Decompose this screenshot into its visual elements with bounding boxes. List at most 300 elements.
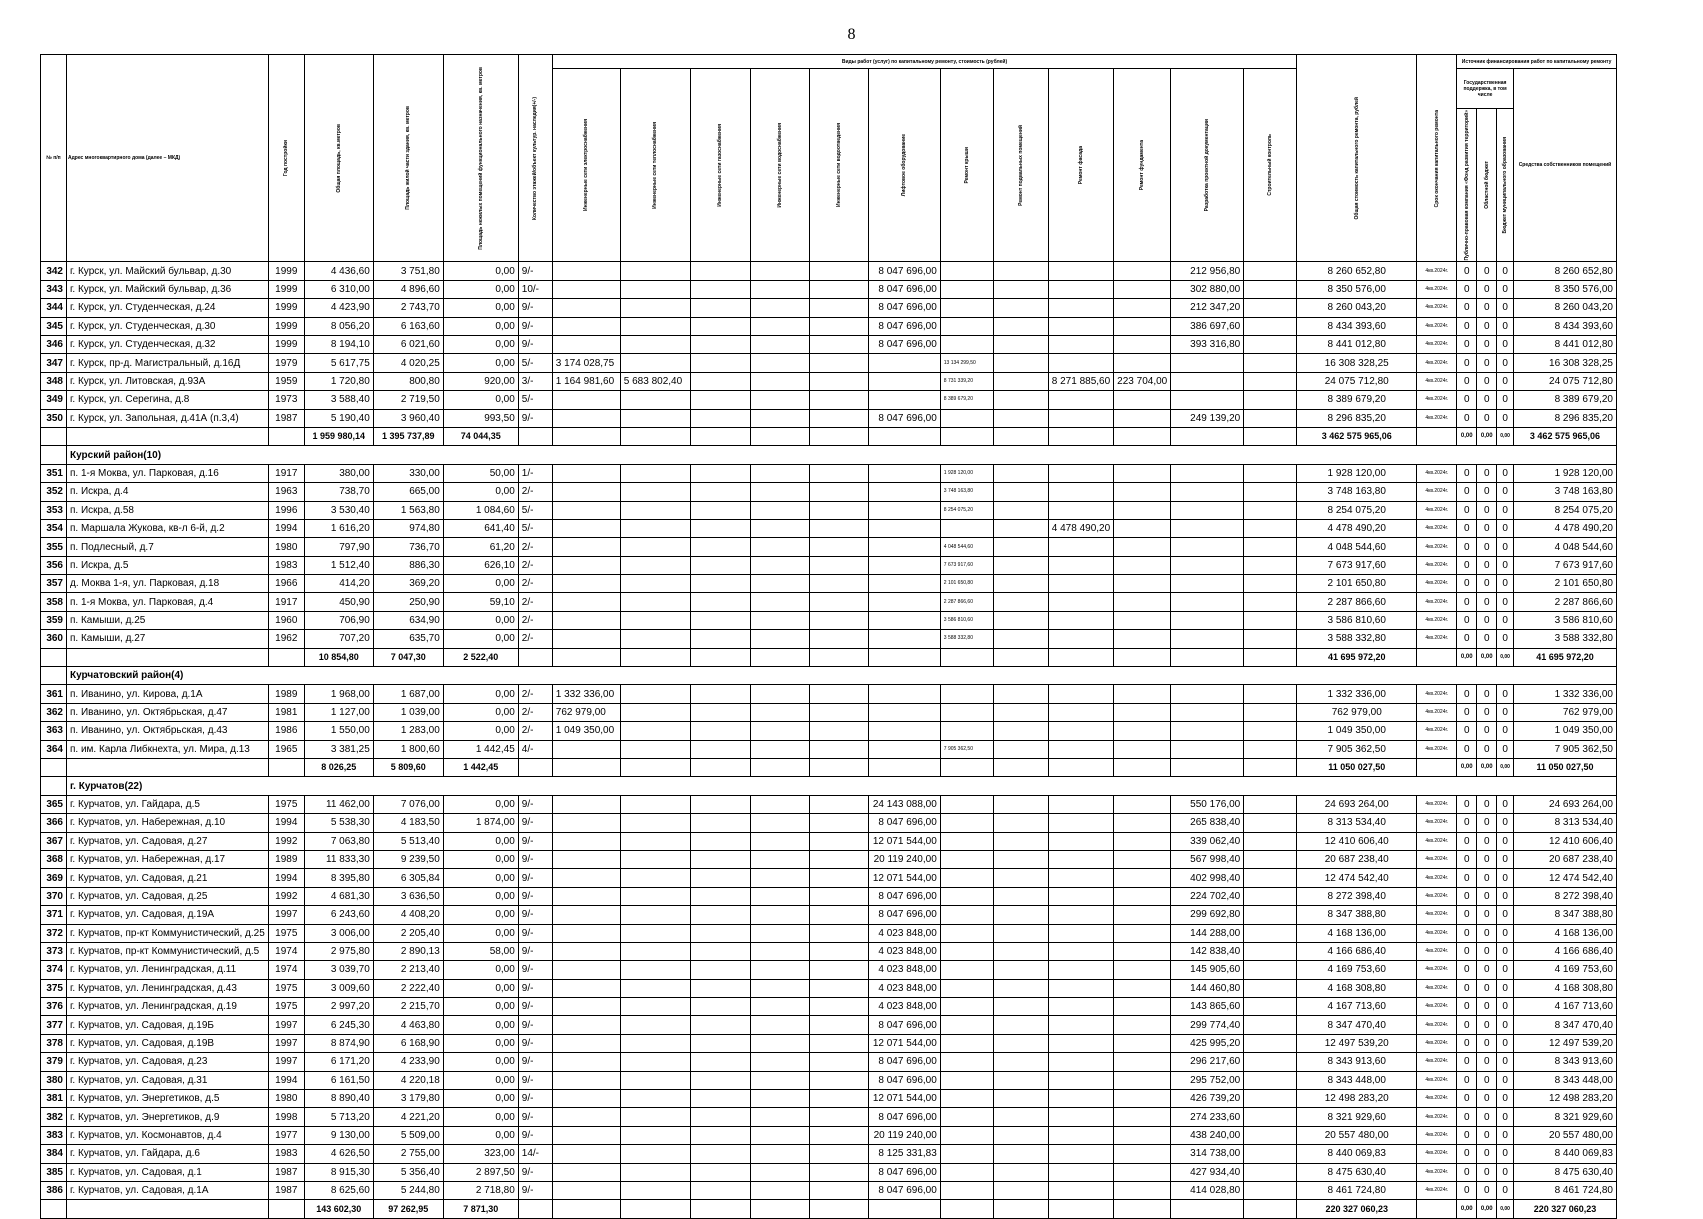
water-cost [750, 464, 809, 482]
subtotal-municipal: 0,00 [1497, 427, 1514, 445]
fund-value: 0 [1457, 1090, 1477, 1108]
lift-cost: 8 047 696,00 [868, 1071, 940, 1089]
empty-cell [1114, 759, 1171, 777]
design-cost [1171, 519, 1244, 537]
elec-cost [552, 483, 620, 501]
sewer-cost [809, 703, 868, 721]
table-row [41, 391, 1617, 409]
owners-value: 20 687 238,40 [1513, 850, 1616, 868]
fund-value: 0 [1457, 538, 1477, 556]
regional-value: 0 [1477, 998, 1497, 1016]
living-area: 1 687,00 [373, 685, 443, 703]
living-area: 1 283,00 [373, 722, 443, 740]
water-cost [750, 942, 809, 960]
address: п. 1-я Моква, ул. Парковая, д.16 [67, 464, 269, 482]
total-area: 2 997,20 [304, 998, 373, 1016]
col-gas-header: Инженерные сети газоснабжения [717, 123, 724, 207]
owners-value: 8 389 679,20 [1513, 391, 1616, 409]
heat-cost [620, 942, 690, 960]
nonres-area: 0,00 [443, 1108, 518, 1126]
empty-cell [750, 648, 809, 666]
control-cost [1244, 924, 1297, 942]
year: 1994 [268, 519, 304, 537]
empty-cell [690, 648, 750, 666]
gas-cost [690, 336, 750, 354]
subtotal-living-area: 1 395 737,89 [373, 427, 443, 445]
address: г. Курчатов, ул. Садовая, д.23 [67, 1053, 269, 1071]
living-area: 800,80 [373, 372, 443, 390]
lift-cost: 20 119 240,00 [868, 1126, 940, 1144]
sewer-cost [809, 630, 868, 648]
basement-cost [993, 391, 1048, 409]
total-area: 797,90 [304, 538, 373, 556]
nonres-area: 641,40 [443, 519, 518, 537]
basement-cost [993, 740, 1048, 758]
living-area: 2 222,40 [373, 979, 443, 997]
sewer-cost [809, 519, 868, 537]
address: г. Курчатов, ул. Садовая, д.27 [67, 832, 269, 850]
empty-cell [940, 427, 993, 445]
water-cost [750, 814, 809, 832]
row-number: 381 [41, 1090, 67, 1108]
control-cost [1244, 354, 1297, 372]
empty-cell [1417, 648, 1457, 666]
water-cost [750, 519, 809, 537]
table-row [41, 887, 1617, 905]
row-number: 351 [41, 464, 67, 482]
foundation-cost: 223 704,00 [1114, 372, 1171, 390]
year: 1987 [268, 1181, 304, 1199]
nonres-area: 58,00 [443, 942, 518, 960]
row-number: 353 [41, 501, 67, 519]
total-area: 707,20 [304, 630, 373, 648]
fund-value: 0 [1457, 575, 1477, 593]
year: 1983 [268, 1145, 304, 1163]
total-area: 3 530,40 [304, 501, 373, 519]
floors: 2/- [518, 630, 552, 648]
total-area: 1 968,00 [304, 685, 373, 703]
fund-value: 0 [1457, 409, 1477, 427]
elec-cost [552, 299, 620, 317]
lift-cost [868, 722, 940, 740]
fund-value: 0 [1457, 464, 1477, 482]
total-cost: 4 168 136,00 [1297, 924, 1417, 942]
municipal-value: 0 [1497, 1163, 1514, 1181]
total-cost: 12 474 542,40 [1297, 869, 1417, 887]
total-area: 5 617,75 [304, 354, 373, 372]
lift-cost: 4 023 848,00 [868, 998, 940, 1016]
gas-cost [690, 593, 750, 611]
water-cost [750, 280, 809, 298]
empty-cell [809, 759, 868, 777]
col-total-cost-header: Общая стоимость капитального ремонта, рублей [1353, 96, 1360, 220]
foundation-cost [1114, 942, 1171, 960]
total-cost: 8 343 448,00 [1297, 1071, 1417, 1089]
control-cost [1244, 1034, 1297, 1052]
year: 1986 [268, 722, 304, 740]
floors: 9/- [518, 924, 552, 942]
deadline: 4кв.2024г. [1417, 317, 1457, 335]
total-area: 8 625,60 [304, 1181, 373, 1199]
elec-cost [552, 630, 620, 648]
design-cost [1171, 722, 1244, 740]
total-area: 1 616,20 [304, 519, 373, 537]
living-area: 4 220,18 [373, 1071, 443, 1089]
floors: 9/- [518, 998, 552, 1016]
col-address-header: Адрес многоквартирного дома (далее – МКД) [67, 55, 269, 262]
lift-cost: 8 047 696,00 [868, 1053, 940, 1071]
table-row [41, 906, 1617, 924]
municipal-value: 0 [1497, 814, 1514, 832]
table-row [41, 1090, 1617, 1108]
floors: 9/- [518, 961, 552, 979]
year: 1975 [268, 924, 304, 942]
regional-value: 0 [1477, 1126, 1497, 1144]
fund-value: 0 [1457, 1071, 1477, 1089]
table-row [41, 869, 1617, 887]
nonres-area: 0,00 [443, 1090, 518, 1108]
nonres-area: 0,00 [443, 317, 518, 335]
empty-cell [1114, 1200, 1171, 1218]
row-number: 357 [41, 575, 67, 593]
heat-cost [620, 593, 690, 611]
subtotal-regional: 0,00 [1477, 1200, 1497, 1218]
deadline: 4кв.2024г. [1417, 1181, 1457, 1199]
year: 1977 [268, 1126, 304, 1144]
nonres-area: 0,00 [443, 961, 518, 979]
floors: 2/- [518, 575, 552, 593]
water-cost [750, 1163, 809, 1181]
deadline: 4кв.2024г. [1417, 299, 1457, 317]
water-cost [750, 299, 809, 317]
total-area: 1 720,80 [304, 372, 373, 390]
gas-cost [690, 1145, 750, 1163]
gov-support-header: Государственная поддержка, в том числе [1457, 69, 1514, 109]
municipal-value: 0 [1497, 519, 1514, 537]
year: 1981 [268, 703, 304, 721]
owners-value: 8 440 069,83 [1513, 1145, 1616, 1163]
municipal-value: 0 [1497, 832, 1514, 850]
col-lift-header: Лифтовое оборудование [901, 134, 908, 197]
basement-cost [993, 464, 1048, 482]
subtotal-owners: 3 462 575 965,06 [1513, 427, 1616, 445]
elec-cost [552, 262, 620, 280]
address: п. Подлесный, д.7 [67, 538, 269, 556]
subtotal-row [41, 648, 1617, 666]
basement-cost [993, 556, 1048, 574]
total-area: 380,00 [304, 464, 373, 482]
empty-cell [1417, 1200, 1457, 1218]
year: 1992 [268, 832, 304, 850]
control-cost [1244, 906, 1297, 924]
roof-cost: 8 389 679,20 [940, 391, 993, 409]
row-number: 375 [41, 979, 67, 997]
elec-cost: 762 979,00 [552, 703, 620, 721]
water-cost [750, 924, 809, 942]
sewer-cost [809, 942, 868, 960]
year: 1999 [268, 262, 304, 280]
fund-value: 0 [1457, 1053, 1477, 1071]
design-cost: 438 240,00 [1171, 1126, 1244, 1144]
water-cost [750, 961, 809, 979]
facade-cost [1048, 280, 1113, 298]
year: 1999 [268, 336, 304, 354]
municipal-value: 0 [1497, 1090, 1514, 1108]
roof-cost [940, 998, 993, 1016]
foundation-cost [1114, 354, 1171, 372]
subtotal-owners: 41 695 972,20 [1513, 648, 1616, 666]
gas-cost [690, 961, 750, 979]
fund-value: 0 [1457, 593, 1477, 611]
design-cost: 426 739,20 [1171, 1090, 1244, 1108]
address: г. Курчатов, ул. Ленинградская, д.19 [67, 998, 269, 1016]
living-area: 250,90 [373, 593, 443, 611]
municipal-value: 0 [1497, 998, 1514, 1016]
lift-cost [868, 703, 940, 721]
total-area: 5 713,20 [304, 1108, 373, 1126]
address: д. Моква 1-я, ул. Парковая, д.18 [67, 575, 269, 593]
basement-cost [993, 630, 1048, 648]
living-area: 6 168,90 [373, 1034, 443, 1052]
floors: 9/- [518, 1090, 552, 1108]
col-municipal-header: Бюджет муниципального образования [1502, 136, 1509, 234]
basement-cost [993, 299, 1048, 317]
lift-cost [868, 391, 940, 409]
table-row [41, 850, 1617, 868]
empty-cell [940, 1200, 993, 1218]
row-number: 384 [41, 1145, 67, 1163]
total-area: 6 310,00 [304, 280, 373, 298]
basement-cost [993, 354, 1048, 372]
control-cost [1244, 391, 1297, 409]
empty-cell [690, 1200, 750, 1218]
nonres-area: 1 874,00 [443, 814, 518, 832]
basement-cost [993, 942, 1048, 960]
total-cost: 8 389 679,20 [1297, 391, 1417, 409]
nonres-area: 0,00 [443, 832, 518, 850]
control-cost [1244, 280, 1297, 298]
floors: 9/- [518, 814, 552, 832]
control-cost [1244, 832, 1297, 850]
empty-cell [809, 1200, 868, 1218]
deadline: 4кв.2024г. [1417, 887, 1457, 905]
roof-cost: 7 673 917,60 [940, 556, 993, 574]
empty-cell [1171, 648, 1244, 666]
gas-cost [690, 630, 750, 648]
regional-value: 0 [1477, 1053, 1497, 1071]
foundation-cost [1114, 869, 1171, 887]
total-cost: 8 347 388,80 [1297, 906, 1417, 924]
heat-cost [620, 317, 690, 335]
owners-value: 12 474 542,40 [1513, 869, 1616, 887]
deadline: 4кв.2024г. [1417, 630, 1457, 648]
row-number: 352 [41, 483, 67, 501]
basement-cost [993, 795, 1048, 813]
water-cost [750, 317, 809, 335]
regional-value: 0 [1477, 703, 1497, 721]
nonres-area: 0,00 [443, 262, 518, 280]
living-area: 6 163,60 [373, 317, 443, 335]
table-row [41, 538, 1617, 556]
empty-cell [1244, 759, 1297, 777]
table-row [41, 1145, 1617, 1163]
control-cost [1244, 850, 1297, 868]
water-cost [750, 850, 809, 868]
nonres-area: 0,00 [443, 887, 518, 905]
sewer-cost [809, 262, 868, 280]
municipal-value: 0 [1497, 1053, 1514, 1071]
subtotal-row [41, 1200, 1617, 1218]
facade-cost [1048, 464, 1113, 482]
subtotal-fund: 0,00 [1457, 427, 1477, 445]
nonres-area: 0,00 [443, 354, 518, 372]
empty-cell [868, 1200, 940, 1218]
design-cost: 299 692,80 [1171, 906, 1244, 924]
design-cost [1171, 685, 1244, 703]
floors: 9/- [518, 1108, 552, 1126]
elec-cost [552, 464, 620, 482]
basement-cost [993, 280, 1048, 298]
facade-cost [1048, 1016, 1113, 1034]
lift-cost: 8 047 696,00 [868, 906, 940, 924]
empty-cell [518, 648, 552, 666]
owners-value: 4 169 753,60 [1513, 961, 1616, 979]
floors: 2/- [518, 593, 552, 611]
elec-cost [552, 1126, 620, 1144]
deadline: 4кв.2024г. [1417, 593, 1457, 611]
deadline: 4кв.2024г. [1417, 685, 1457, 703]
roof-cost [940, 1053, 993, 1071]
elec-cost [552, 979, 620, 997]
nonres-area: 626,10 [443, 556, 518, 574]
water-cost [750, 391, 809, 409]
empty-cell [620, 648, 690, 666]
year: 1994 [268, 1071, 304, 1089]
year: 1994 [268, 814, 304, 832]
roof-cost: 2 287 866,60 [940, 593, 993, 611]
sewer-cost [809, 593, 868, 611]
sewer-cost [809, 832, 868, 850]
municipal-value: 0 [1497, 1108, 1514, 1126]
col-deadline-header: Срок окончания капитального ремонта [1433, 109, 1440, 207]
gas-cost [690, 299, 750, 317]
sewer-cost [809, 1145, 868, 1163]
fund-value: 0 [1457, 1163, 1477, 1181]
total-area: 8 915,30 [304, 1163, 373, 1181]
sewer-cost [809, 961, 868, 979]
municipal-value: 0 [1497, 409, 1514, 427]
gas-cost [690, 703, 750, 721]
total-area: 8 874,90 [304, 1034, 373, 1052]
table-row [41, 1053, 1617, 1071]
total-cost: 8 260 043,20 [1297, 299, 1417, 317]
table-row [41, 501, 1617, 519]
control-cost [1244, 1090, 1297, 1108]
municipal-value: 0 [1497, 703, 1514, 721]
living-area: 2 215,70 [373, 998, 443, 1016]
empty-cell [690, 759, 750, 777]
deadline: 4кв.2024г. [1417, 961, 1457, 979]
roof-cost [940, 906, 993, 924]
deadline: 4кв.2024г. [1417, 1090, 1457, 1108]
lift-cost: 8 047 696,00 [868, 317, 940, 335]
empty-cell [620, 759, 690, 777]
fund-value: 0 [1457, 887, 1477, 905]
deadline: 4кв.2024г. [1417, 1016, 1457, 1034]
control-cost [1244, 1053, 1297, 1071]
regional-value: 0 [1477, 979, 1497, 997]
roof-cost [940, 1145, 993, 1163]
basement-cost [993, 906, 1048, 924]
water-cost [750, 1053, 809, 1071]
floors: 9/- [518, 1181, 552, 1199]
living-area: 634,90 [373, 611, 443, 629]
gas-cost [690, 409, 750, 427]
address: п. 1-я Моква, ул. Парковая, д.4 [67, 593, 269, 611]
row-number: 379 [41, 1053, 67, 1071]
subtotal-row [41, 427, 1617, 445]
nonres-area: 920,00 [443, 372, 518, 390]
basement-cost [993, 979, 1048, 997]
roof-cost [940, 869, 993, 887]
year: 1998 [268, 1108, 304, 1126]
total-cost: 7 905 362,50 [1297, 740, 1417, 758]
control-cost [1244, 336, 1297, 354]
design-cost [1171, 611, 1244, 629]
table-row [41, 685, 1617, 703]
basement-cost [993, 538, 1048, 556]
total-area: 4 423,90 [304, 299, 373, 317]
total-area: 3 006,00 [304, 924, 373, 942]
empty-cell [993, 759, 1048, 777]
sewer-cost [809, 1071, 868, 1089]
foundation-cost [1114, 317, 1171, 335]
nonres-area: 0,00 [443, 998, 518, 1016]
table-row [41, 1108, 1617, 1126]
total-cost: 8 272 398,40 [1297, 887, 1417, 905]
address: г. Курчатов, ул. Космонавтов, д.4 [67, 1126, 269, 1144]
floors: 10/- [518, 280, 552, 298]
heat-cost [620, 722, 690, 740]
heat-cost [620, 869, 690, 887]
control-cost [1244, 556, 1297, 574]
sewer-cost [809, 740, 868, 758]
elec-cost [552, 1090, 620, 1108]
empty-cell [41, 427, 67, 445]
control-cost [1244, 262, 1297, 280]
regional-value: 0 [1477, 501, 1497, 519]
owners-value: 8 260 652,80 [1513, 262, 1616, 280]
water-cost [750, 1181, 809, 1199]
table-row [41, 998, 1617, 1016]
deadline: 4кв.2024г. [1417, 869, 1457, 887]
nonres-area: 0,00 [443, 1126, 518, 1144]
floors: 5/- [518, 519, 552, 537]
owners-value: 4 168 136,00 [1513, 924, 1616, 942]
sewer-cost [809, 317, 868, 335]
control-cost [1244, 299, 1297, 317]
roof-cost [940, 1090, 993, 1108]
regional-value: 0 [1477, 1071, 1497, 1089]
sewer-cost [809, 575, 868, 593]
roof-cost [940, 336, 993, 354]
total-area: 3 381,25 [304, 740, 373, 758]
roof-cost: 1 928 120,00 [940, 464, 993, 482]
empty-cell [620, 427, 690, 445]
design-cost: 425 995,20 [1171, 1034, 1244, 1052]
heat-cost [620, 1126, 690, 1144]
gas-cost [690, 795, 750, 813]
